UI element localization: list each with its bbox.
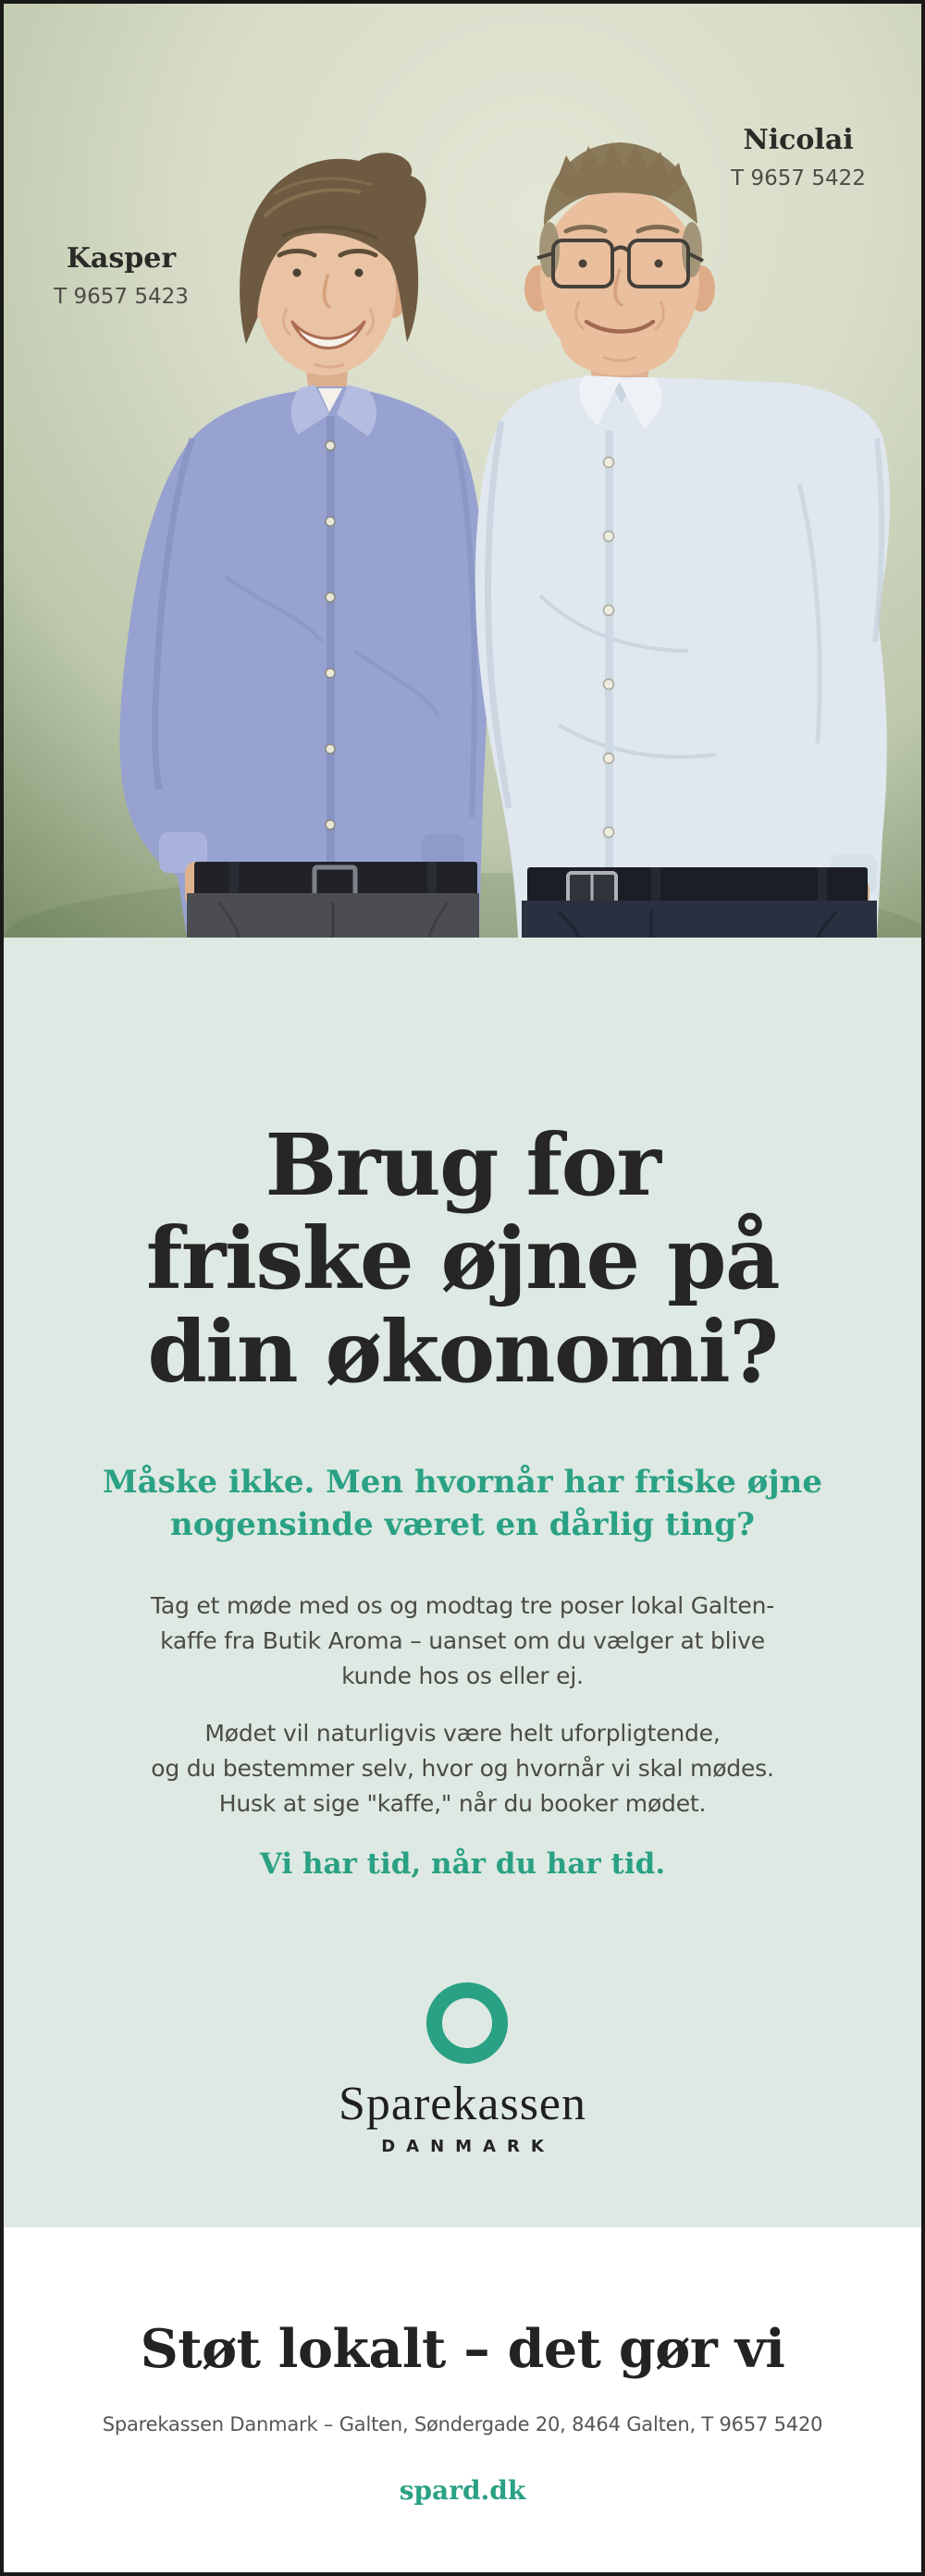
logo-brand: Sparekassen: [338, 2078, 587, 2130]
subheadline: [4, 1461, 921, 1546]
nicolai-name: Nicolai: [743, 124, 854, 156]
main-headline: [4, 1115, 921, 1402]
kasper-phone: T 9657 5423: [54, 285, 189, 309]
kasper-label: [33, 242, 209, 312]
body-line: kaffe fra Butik Aroma – uanset om du vælger at blive: [160, 1627, 765, 1654]
body-line: og du bestemmer selv, hvor og hvornår vi skal mødes.: [151, 1755, 774, 1782]
body-line: Mødet vil naturligvis være helt uforpligtende,: [204, 1720, 721, 1747]
body-paragraph-2: [4, 1716, 921, 1822]
footer-address: Sparekassen Danmark – Galten, Søndergade 20, 8464 Galten, T 9657 5420: [102, 2413, 823, 2435]
subheadline-line: Måske ikke. Men hvornår har friske øjne: [102, 1464, 822, 1501]
headline-line: Brug for: [265, 1115, 660, 1215]
nicolai-phone: T 9657 5422: [731, 166, 866, 190]
footer-headline: Støt lokalt – det gør vi: [140, 2318, 785, 2380]
body-line: Tag et møde med os og modtag tre poser lokal Galten-: [150, 1592, 775, 1619]
body-paragraph-1: [4, 1589, 921, 1694]
kasper-name: Kasper: [66, 242, 177, 275]
headline-line: friske øjne på: [145, 1208, 780, 1308]
sparekassen-ring-icon: [426, 1982, 508, 2064]
website-link[interactable]: spard.dk: [399, 2475, 526, 2506]
nicolai-label: [712, 124, 884, 193]
logo-country: DANMARK: [381, 2137, 555, 2156]
footer-section: [4, 2227, 921, 2572]
body-line: kunde hos os eller ej.: [341, 1662, 584, 1689]
headline-line: din økonomi?: [147, 1302, 778, 1402]
cta-line: Vi har tid, når du har tid.: [259, 1847, 666, 1881]
subheadline-line: nogensinde været en dårlig ting?: [170, 1506, 755, 1543]
body-line: Husk at sige "kaffe," når du booker mødet.: [218, 1790, 707, 1817]
photo-section: [4, 4, 921, 938]
